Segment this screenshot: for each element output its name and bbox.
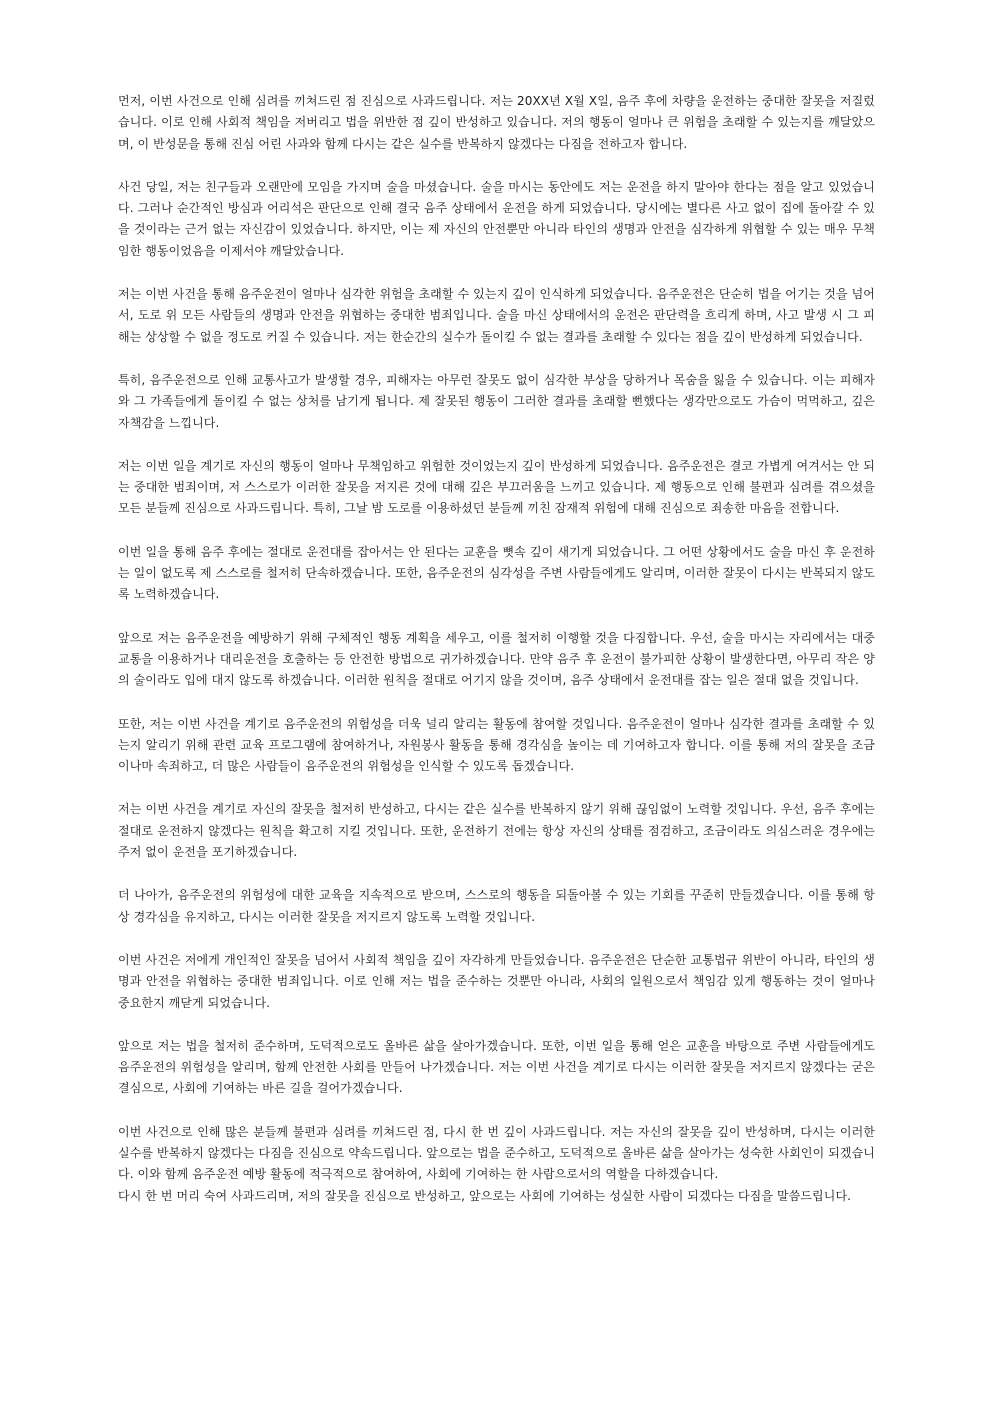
paragraph-principle: 저는 이번 사건을 계기로 자신의 잘못을 철저히 반성하고, 다시는 같은 실수를 반복하지 않기 위해 끊임없이 노력할 것입니다. 우선, 음주 후에는 절대로 운전하지 않겠다는 원칙을 확고히 지킬 것입니다. 또한, 운전하기 전에는 항상 자신의 상태를 점검하고, 조금이라도 의심스러운 경우에는 주저 없이 운전을 포기하겠습니다. <box>118 802 875 860</box>
paragraph-closing-pledge: 다시 한 번 머리 숙여 사과드리며, 저의 잘못을 진심으로 반성하고, 앞으로는 사회에 기여하는 성실한 사람이 되겠다는 다짐을 말씀드립니다. <box>118 1188 852 1203</box>
paragraph-danger-awareness: 저는 이번 사건을 통해 음주운전이 얼마나 심각한 위험을 초래할 수 있는지 깊이 인식하게 되었습니다. 음주운전은 단순히 법을 어기는 것을 넘어서, 도로 위 모든 사람들의 생명과 안전을 위협하는 중대한 범죄입니다. 술을 마신 상태에서의 운전은 판단력을 흐리게 하며, 사고 발생 시 그 피해는 상상할 수 없을 정도로 커질 수 있습니다. 저는 한순간의 실수가 돌이킬 수 없는 결과를 초래할 수 있다는 점을 깊이 반성하게 되었습니다. <box>118 287 875 344</box>
document-body <box>118 91 875 1207</box>
paragraph-future-conduct: 앞으로 저는 법을 철저히 준수하며, 도덕적으로도 올바른 삶을 살아가겠습니다. 또한, 이번 일을 통해 얻은 교훈을 바탕으로 주변 사람들에게도 음주운전의 위험성을 알리며, 함께 안전한 사회를 만들어 나가겠습니다. 저는 이번 사건을 계기로 다시는 이러한 잘못을 저지르지 않겠다는 굳은 결심으로, 사회에 기여하는 바른 길을 걸어가겠습니다. <box>118 1038 875 1096</box>
paragraph-action-plan: 앞으로 저는 음주운전을 예방하기 위해 구체적인 행동 계획을 세우고, 이를 철저히 이행할 것을 다짐합니다. 우선, 술을 마시는 자리에서는 대중교통을 이용하거나 대리운전을 호출하는 등 안전한 방법으로 귀가하겠습니다. 만약 음주 후 운전이 불가피한 상황이 발생한다면, 아무리 작은 양의 술이라도 입에 대지 않도록 하겠습니다. 이러한 원칙을 절대로 어기지 않을 것이며, 음주 상태에서 운전대를 잡는 일은 절대 없을 것입니다. <box>118 630 875 688</box>
paragraph-lesson-learned: 이번 일을 통해 음주 후에는 절대로 운전대를 잡아서는 안 된다는 교훈을 뼛속 깊이 새기게 되었습니다. 그 어떤 상황에서도 술을 마신 후 운전하는 일이 없도록 제 스스로를 철저히 단속하겠습니다. 또한, 음주운전의 심각성을 주변 사람들에게도 알리며, 이러한 잘못이 다시는 반복되지 않도록 노력하겠습니다. <box>118 544 875 602</box>
paragraph-social-responsibility: 이번 사건은 저에게 개인적인 잘못을 넘어서 사회적 책임을 깊이 자각하게 만들었습니다. 음주운전은 단순한 교통법규 위반이 아니라, 타인의 생명과 안전을 위협하는 중대한 범죄입니다. 이로 인해 저는 법을 준수하는 것뿐만 아니라, 사회의 일원으로서 책임감 있게 행동하는 것이 얼마나 중요한지 깨닫게 되었습니다. <box>118 952 875 1010</box>
paragraph-victim-harm: 특히, 음주운전으로 인해 교통사고가 발생할 경우, 피해자는 아무런 잘못도 없이 심각한 부상을 당하거나 목숨을 잃을 수 있습니다. 이는 피해자와 그 가족들에게 돌이킬 수 없는 상처를 남기게 됩니다. 제 잘못된 행동이 그러한 결과를 초래할 뻔했다는 생각만으로도 가슴이 먹먹하고, 깊은 자책감을 느낍니다. <box>118 372 875 430</box>
paragraph-final-apology: 이번 사건으로 인해 많은 분들께 불편과 심려를 끼쳐드린 점, 다시 한 번 깊이 사과드립니다. 저는 자신의 잘못을 깊이 반성하며, 다시는 이러한 실수를 반복하지 않겠다는 다짐을 진심으로 약속드립니다. 앞으로는 법을 준수하고, 도덕적으로 올바른 삶을 살아가는 성숙한 사회인이 되겠습니다. 이와 함께 음주운전 예방 활동에 적극적으로 참여하여, 사회에 기여하는 한 사람으로서의 역할을 다하겠습니다. <box>118 1124 875 1182</box>
paragraph-education: 더 나아가, 음주운전의 위험성에 대한 교육을 지속적으로 받으며, 스스로의 행동을 되돌아볼 수 있는 기회를 꾸준히 만들겠습니다. 이를 통해 항상 경각심을 유지하고, 다시는 이러한 잘못을 저지르지 않도록 노력할 것입니다. <box>118 888 875 924</box>
paragraph-incident-day: 사건 당일, 저는 친구들과 오랜만에 모임을 가지며 술을 마셨습니다. 술을 마시는 동안에도 저는 운전을 하지 말아야 한다는 점을 알고 있었습니다. 그러나 순간적인 방심과 어리석은 판단으로 인해 결국 음주 상태에서 운전을 하게 되었습니다. 당시에는 별다른 사고 없이 집에 돌아갈 수 있을 것이라는 근거 없는 자신감이 있었습니다. 하지만, 이는 제 자신의 안전뿐만 아니라 타인의 생명과 안전을 심각하게 위협할 수 있는 매우 무책임한 행동이었음을 이제서야 깨달았습니다. <box>118 179 875 258</box>
paragraph-apology-intro: 먼저, 이번 사건으로 인해 심려를 끼쳐드린 점 진심으로 사과드립니다. 저는 20XX년 X월 X일, 음주 후에 차량을 운전하는 중대한 잘못을 저질렀습니다. 이로 인해 사회적 책임을 저버리고 법을 위반한 점 깊이 반성하고 있습니다. 저의 행동이 얼마나 큰 위험을 초래할 수 있는지를 깨달았으며, 이 반성문을 통해 진심 어린 사과와 함께 다시는 같은 실수를 반복하지 않겠다는 다짐을 전하고자 합니다. <box>118 94 875 151</box>
paragraph-self-reflection: 저는 이번 일을 계기로 자신의 행동이 얼마나 무책임하고 위험한 것이었는지 깊이 반성하게 되었습니다. 음주운전은 결코 가볍게 여겨서는 안 되는 중대한 범죄이며, 저 스스로가 이러한 잘못을 저지른 것에 대해 깊은 부끄러움을 느끼고 있습니다. 제 행동으로 인해 불편과 심려를 겪으셨을 모든 분들께 진심으로 사과드립니다. 특히, 그날 밤 도로를 이용하셨던 분들께 끼친 잠재적 위험에 대해 진심으로 죄송한 마음을 전합니다. <box>118 458 875 516</box>
paragraph-awareness-activity: 또한, 저는 이번 사건을 계기로 음주운전의 위험성을 더욱 널리 알리는 활동에 참여할 것입니다. 음주운전이 얼마나 심각한 결과를 초래할 수 있는지 알리기 위해 관련 교육 프로그램에 참여하거나, 자원봉사 활동을 통해 경각심을 높이는 데 기여하고자 합니다. 이를 통해 저의 잘못을 조금이나마 속죄하고, 더 많은 사람들이 음주운전의 위험성을 인식할 수 있도록 돕겠습니다. <box>118 716 875 774</box>
